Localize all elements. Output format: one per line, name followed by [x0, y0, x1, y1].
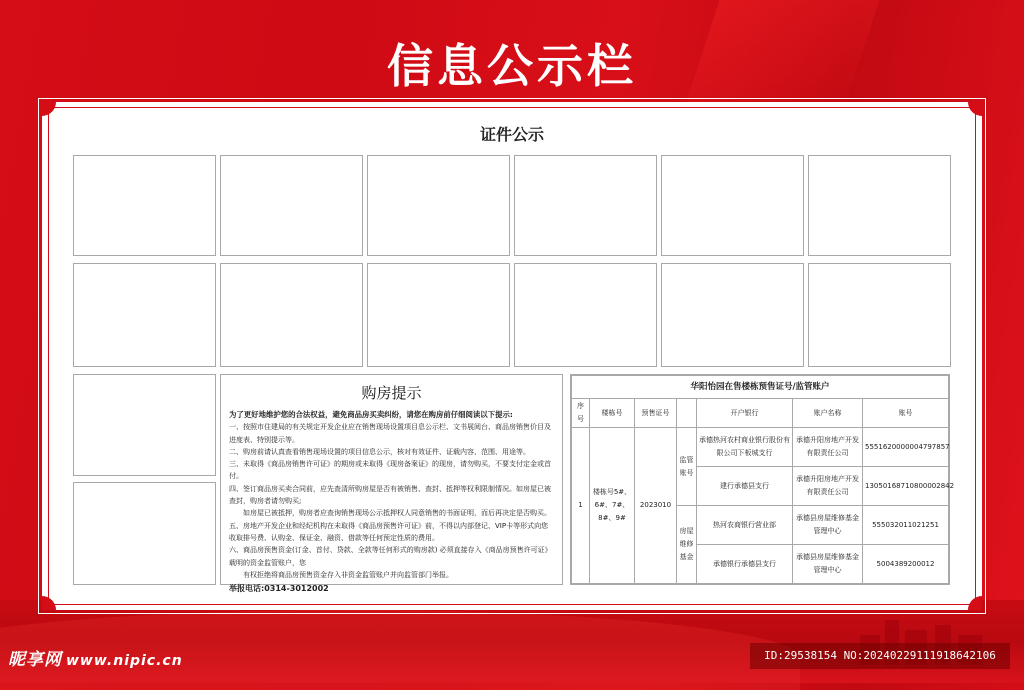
watermark-url: www.nipic.cn	[66, 653, 183, 669]
certificate-slot	[661, 263, 804, 367]
certificate-slot	[808, 155, 951, 256]
page-title: 信息公示栏	[387, 39, 637, 93]
bank-name: 承德银行承德县支行	[697, 545, 793, 584]
account-name: 承德县房屋维修基金管理中心	[793, 545, 863, 584]
watermark-id: ID:29538154 NO:20240229111918642106	[750, 643, 1010, 669]
account-name: 承德升阳房地产开发有限责任公司	[793, 428, 863, 467]
column-header: 账号	[863, 399, 949, 428]
account-name: 承德升阳房地产开发有限责任公司	[793, 467, 863, 506]
notice-item: 一、按照市住建局的有关规定开发企业应在销售现场设置项目息公示栏、文书展阅台、商品房销售价目及进度表、特别提示等。	[229, 423, 551, 444]
certificate-slot	[220, 263, 363, 367]
group-label: 监管账号	[677, 428, 697, 506]
column-header: 账户名称	[793, 399, 863, 428]
watermark-logo	[8, 645, 183, 670]
notice-item: 二、购房前请认真查看销售现场设置的项目信息公示，核对有效证件、证载内容、范围、用途等。	[229, 447, 530, 456]
notice-item: 三、未取得《商品房销售许可证》的期房或未取得《现房备案证》的现房，请勿购买，不要支付定金或首付。	[229, 460, 551, 481]
certificate-slot	[367, 155, 510, 256]
certificate-slot	[661, 155, 804, 256]
notice-item: 有权拒绝将商品房预售资金存入非资金监管账户并向监管部门举报。	[243, 570, 453, 579]
certificate-slot	[514, 155, 657, 256]
account-number: 555032011021251	[863, 506, 949, 545]
presale-number: 2023010	[635, 428, 677, 584]
column-header: 预售证号	[635, 399, 677, 428]
column-header: 开户银行	[697, 399, 793, 428]
column-header: 楼栋号	[590, 399, 635, 428]
row-index: 1	[572, 428, 590, 584]
notice-item: 六、商品房预售资金(订金、首付、贷款、全款等任何形式的购房款) 必须直接存入《商品房预售许可证》载明的资金监管账户，您	[229, 546, 552, 567]
notice-item: 四、签订商品房买卖合同前，应先查清所购房屋是否有被销售、查封、抵押等权利限制情况。如房屋已被查封，购房者请勿购买;	[229, 484, 551, 506]
watermark-logo-text: 昵享网	[8, 650, 62, 670]
report-hotline: 举报电话:0314-3012002	[229, 584, 329, 594]
column-header: 序号	[572, 399, 590, 428]
account-number: 5551620000004797857	[863, 428, 949, 467]
account-table	[570, 374, 955, 585]
bank-name: 承德热河农村商业银行股份有限公司下板城支行	[697, 428, 793, 467]
certificates-title: 证件公示	[479, 125, 544, 144]
certificate-slot	[367, 263, 510, 367]
column-header	[677, 399, 697, 428]
certificate-slot	[73, 263, 216, 367]
certificate-slot	[514, 263, 657, 367]
account-number: 13050168710800002842	[863, 467, 949, 506]
table-header-row	[572, 399, 949, 428]
certificate-slot	[73, 155, 216, 256]
purchase-notice-intro: 为了更好地维护您的合法权益，避免商品房买卖纠纷，请您在购房前仔细阅读以下提示:	[229, 410, 513, 419]
group-label: 房屋维修基金	[677, 506, 697, 584]
purchase-notice	[220, 374, 563, 594]
extra-slot	[73, 374, 216, 476]
account-name: 承德县房屋维修基金管理中心	[793, 506, 863, 545]
notice-item: 五、房地产开发企业和经纪机构在未取得《商品房预售许可证》前，不得以内部登记、VIP卡等形式向您收取排号费、认购金、保证金、融资、借款等任何预定性质的费用。	[229, 521, 549, 542]
extra-slot	[73, 482, 216, 585]
bank-name: 建行承德县支行	[697, 467, 793, 506]
building-number: 楼栋号5#、6#、7#、8#、9#	[590, 428, 635, 584]
certificate-slot	[808, 263, 951, 367]
table-row	[572, 428, 949, 467]
notice-item: 如房屋已被抵押，购房者应查询销售现场公示抵押权人同意销售的书面证明，而后再决定是否购买。	[243, 509, 551, 518]
account-number: 5004389200012	[863, 545, 949, 584]
bank-name: 热河农商银行营业部	[697, 506, 793, 545]
table-title: 华阳怡园在售楼栋预售证号/监管账户	[572, 376, 949, 399]
certificate-slot	[220, 155, 363, 256]
purchase-notice-title: 购房提示	[361, 384, 422, 402]
